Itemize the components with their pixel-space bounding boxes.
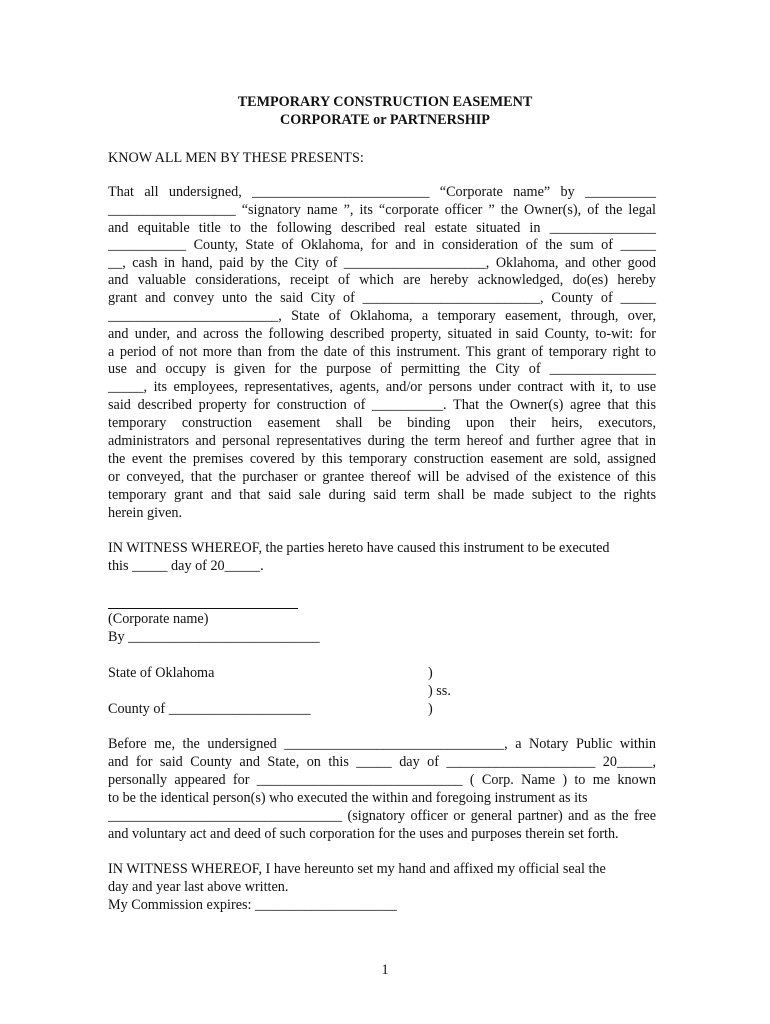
body-line-12: _____, its employees, representatives, agents, and/or persons under contract with it, to use <box>108 379 656 395</box>
notary-line-2: and for said County and State, on this _____ day of _____________________ 20_____, <box>108 754 656 770</box>
paren-top: ) <box>428 665 433 681</box>
body-line-6: and valuable considerations, receipt of which are hereby acknowledged, do(es) hereby <box>108 272 656 288</box>
body-line-11: use and occupy is given for the purpose of permitting the City of _______________ <box>108 361 656 377</box>
body-line-10: a period of not more than from the date of this instrument. This grant of temporary right to <box>108 344 656 360</box>
body-line-9: and under, and across the following described property, situated in said County, to-wit: for <box>108 326 656 342</box>
body-line-14: temporary construction easement shall be binding upon their heirs, executors, <box>108 415 656 431</box>
body-line-17: or conveyed, that the purchaser or grantee thereof will be advised of the existence of this <box>108 469 656 485</box>
body-line-13: said described property for construction of __________. That the Owner(s) agree that this <box>108 397 656 413</box>
notary-line-3: personally appeared for _____________________________ ( Corp. Name ) to me known <box>108 772 656 788</box>
witness-line-1: IN WITNESS WHEREOF, the parties hereto have caused this instrument to be executed <box>108 540 610 556</box>
final-witness-line-1: IN WITNESS WHEREOF, I have hereunto set my hand and affixed my official seal the <box>108 861 606 877</box>
corporate-name-label: (Corporate name) <box>108 611 209 627</box>
notary-line-4: to be the identical person(s) who executed the within and foregoing instrument as its <box>108 790 588 806</box>
body-line-15: administrators and personal representatives during the term hereof and further agree that in <box>108 433 656 449</box>
notary-line-1: Before me, the undersigned _______________________________, a Notary Public within <box>108 736 656 752</box>
corporate-signature-line[interactable] <box>108 608 298 609</box>
body-line-5: __, cash in hand, paid by the City of ____________________, Oklahoma, and other good <box>108 255 656 271</box>
body-line-2: __________________ “signatory name ”, its “corporate officer ” the Owner(s), of the legal <box>108 202 656 218</box>
know-all-heading: KNOW ALL MEN BY THESE PRESENTS: <box>108 150 364 166</box>
body-line-1: That all undersigned, _________________________ “Corporate name” by __________ <box>108 184 656 200</box>
notary-line-5: _________________________________ (signatory officer or general partner) and as the free <box>108 808 656 824</box>
body-line-19: herein given. <box>108 505 183 521</box>
body-line-4: ___________ County, State of Oklahoma, for and in consideration of the sum of _____ <box>108 237 656 253</box>
body-line-16: the event the premises covered by this temporary construction easement are sold, assigned <box>108 451 656 467</box>
ss-label: ) ss. <box>428 683 451 699</box>
witness-line-2: this _____ day of 20_____. <box>108 558 264 574</box>
body-line-18: temporary grant and that said sale during said term shall be made subject to the rights <box>108 487 656 503</box>
paren-bottom: ) <box>428 701 433 717</box>
document-subtitle: CORPORATE or PARTNERSHIP <box>280 112 490 128</box>
body-line-7: grant and convey unto the said City of _________________________, County of _____ <box>108 290 656 306</box>
page-number: 1 <box>381 962 389 978</box>
body-line-3: and equitable title to the following described real estate situated in _______________ <box>108 220 656 236</box>
body-line-8: ________________________, State of Oklahoma, a temporary easement, through, over, <box>108 308 656 324</box>
document-title: TEMPORARY CONSTRUCTION EASEMENT <box>237 94 533 110</box>
commission-expires: My Commission expires: ____________________ <box>108 897 397 913</box>
by-signature-line: By ___________________________ <box>108 629 320 645</box>
state-label: State of Oklahoma <box>108 665 215 681</box>
county-label: County of ____________________ <box>108 701 311 717</box>
final-witness-line-2: day and year last above written. <box>108 879 289 895</box>
notary-line-6: and voluntary act and deed of such corporation for the uses and purposes therein set forth. <box>108 826 619 842</box>
